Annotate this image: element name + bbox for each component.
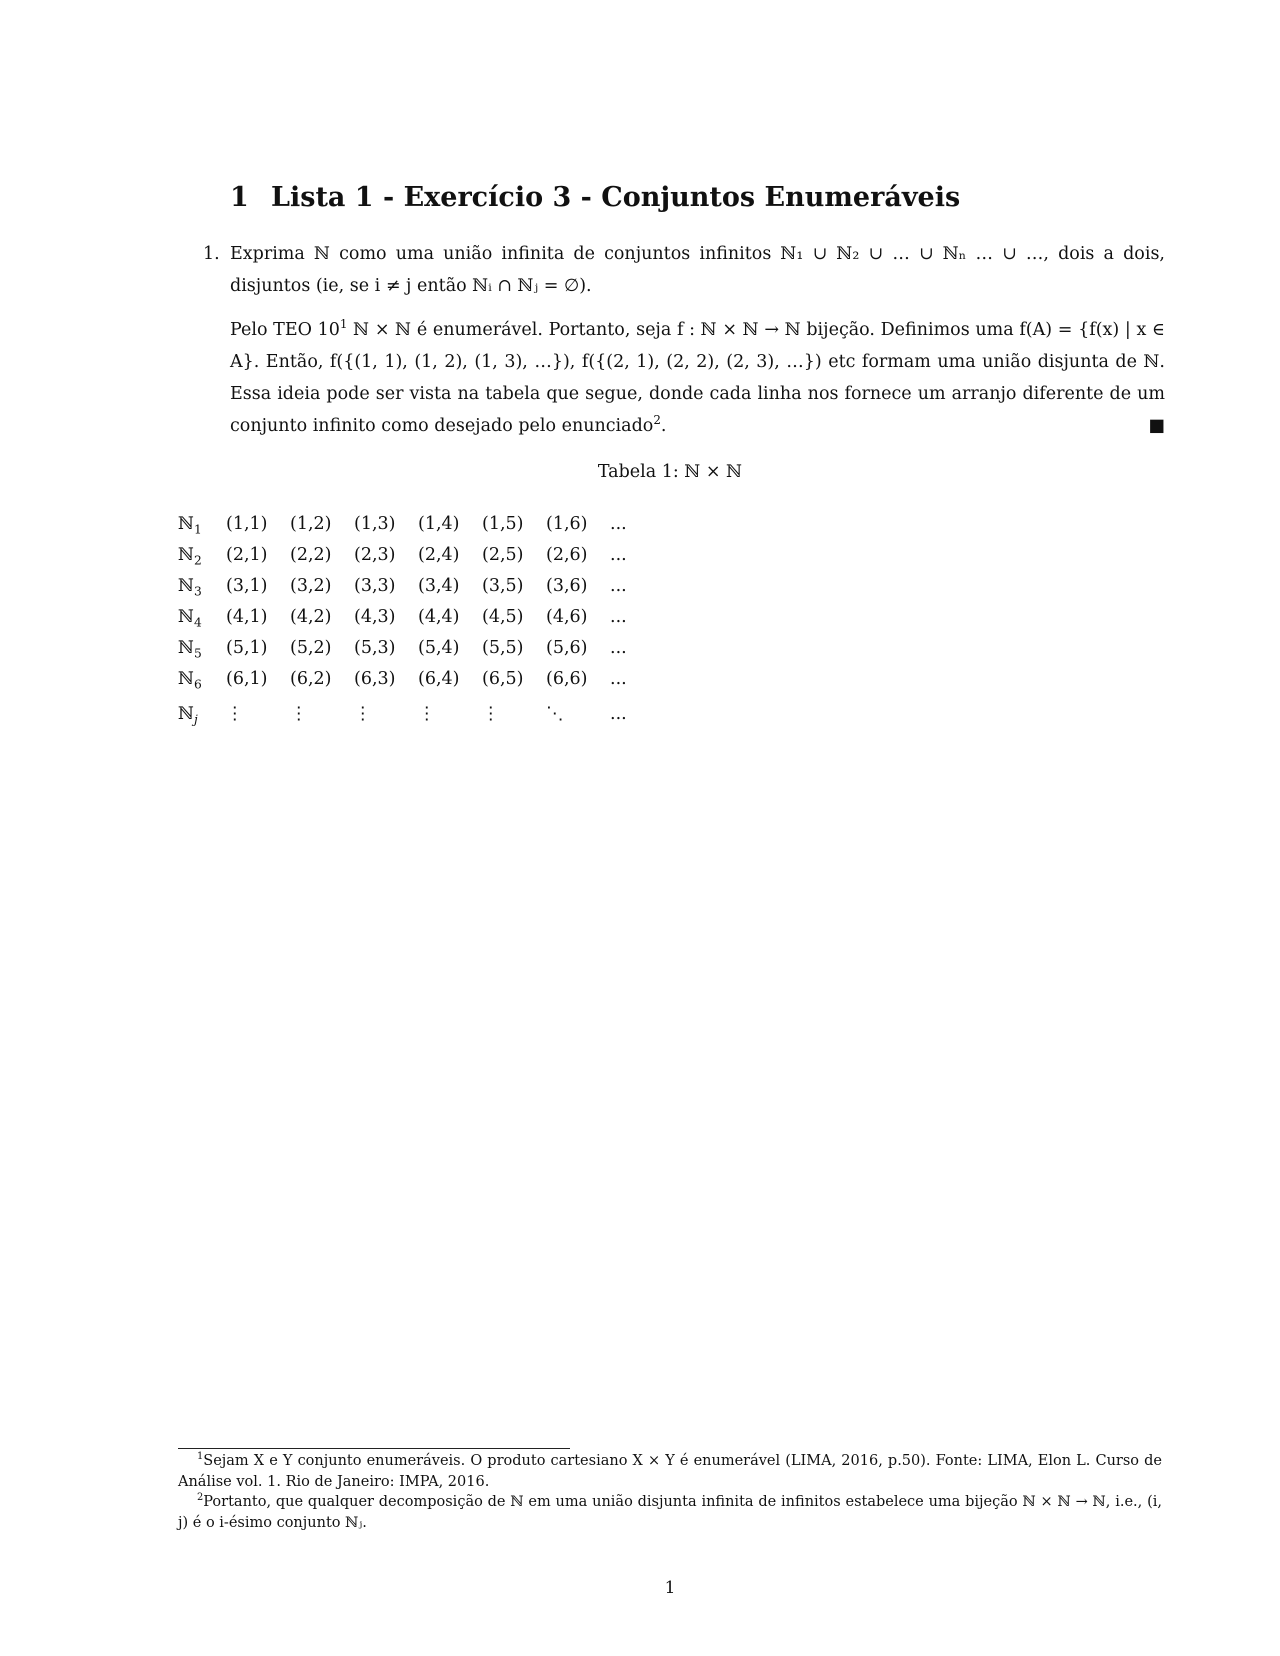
row-header (178, 601, 226, 632)
footnote-ref-1: 1 (339, 317, 348, 332)
footnote-text: Portanto, que qualquer decomposição de ℕ em uma união disjunta infinita de infinitos estabelece uma bijeção ℕ × ℕ → ℕ, i.e., (i, j) é o i-ésimo conjunto ℕⱼ. (178, 1494, 1162, 1531)
cartesian-table (178, 508, 640, 734)
pair-cell: ⋮ (354, 704, 372, 724)
exercise-statement: Exprima ℕ como uma união infinita de conjuntos infinitos ℕ₁ ∪ ℕ₂ ∪ … ∪ ℕₙ … ∪ …, dois a dois, disjuntos (ie, se i ≠ j então ℕᵢ ∩ ℕⱼ = ∅). (230, 244, 1165, 296)
pair-cell: (4,6) (546, 606, 588, 627)
pair-cell: (3,3) (354, 575, 396, 596)
ellipsis-cell: ... (610, 606, 627, 627)
ellipsis-cell: ... (610, 704, 627, 724)
footnotes (178, 1451, 1162, 1533)
pair-cell: (4,1) (226, 606, 268, 627)
row-header-symbol: ℕ (178, 575, 194, 596)
pair-cell: (2,6) (546, 544, 588, 565)
row-header-symbol: ℕ (178, 668, 194, 689)
pair-cell: (3,1) (226, 575, 268, 596)
row-header-index: 6 (194, 677, 202, 691)
row-header-index: j (194, 712, 198, 727)
footnote-2 (178, 1492, 1162, 1533)
row-header-symbol: ℕ (178, 704, 194, 724)
pair-cell: (2,4) (418, 544, 460, 565)
pair-cell: (2,5) (482, 544, 524, 565)
row-header-symbol: ℕ (178, 637, 194, 658)
table-row (178, 632, 640, 663)
qed-square-icon: ■ (1148, 416, 1165, 436)
footnote-mark: 2 (197, 1492, 204, 1504)
row-header-symbol: ℕ (178, 544, 194, 565)
pair-cell: (1,1) (226, 513, 268, 534)
pair-cell: ⋱ (546, 704, 564, 724)
pair-cell: (5,6) (546, 637, 588, 658)
pair-cell: (4,4) (418, 606, 460, 627)
table-caption: Tabela 1: ℕ × ℕ (597, 462, 743, 482)
exercise-item (203, 238, 1165, 454)
row-header (178, 632, 226, 663)
ellipsis-cell: ... (610, 513, 627, 534)
footnote-mark: 1 (197, 1451, 204, 1463)
proof-text-1: Pelo TEO 10 (230, 320, 340, 340)
pair-cell: (6,1) (226, 668, 268, 689)
row-header (178, 694, 226, 734)
row-header (178, 663, 226, 694)
row-header-index: 2 (194, 553, 202, 567)
proof-text-2: ℕ × ℕ é enumerável. Portanto, seja f : ℕ × ℕ → ℕ bijeção. Definimos uma f(A) = {f(x) | x ∈ A}. Então, f({(1, 1), (1, 2), (1, 3), …}), f({(2, 1), (2, 2), (2, 3), …}) etc formam uma união disjunta de ℕ. Essa ideia pode ser vista na tabela que segue, donde cada linha nos fornece um arranjo diferente de um conjunto infinito como desejado pelo enunciado (230, 320, 1165, 436)
table-row (178, 570, 640, 601)
proof-text-end: . (660, 416, 667, 436)
pair-cell: (4,2) (290, 606, 332, 627)
pair-cell: (3,4) (418, 575, 460, 596)
pair-cell: (5,5) (482, 637, 524, 658)
row-header-index: 5 (194, 646, 202, 660)
table-body (178, 508, 640, 734)
pair-cell: (5,2) (290, 637, 332, 658)
table-row (178, 601, 640, 632)
pair-cell: (1,6) (546, 513, 588, 534)
proof-paragraph (230, 314, 1165, 442)
pair-cell: (6,3) (354, 668, 396, 689)
pair-cell: (6,6) (546, 668, 588, 689)
pair-cell: (5,1) (226, 637, 268, 658)
pair-cell: (3,2) (290, 575, 332, 596)
footnote-text: Sejam X e Y conjunto enumeráveis. O produto cartesiano X × Y é enumerável (LIMA, 2016, p.50). Fonte: LIMA, Elon L. Curso de Análise vol. 1. Rio de Janeiro: IMPA, 2016. (178, 1453, 1162, 1490)
pair-cell: (2,1) (226, 544, 268, 565)
pair-cell: (2,2) (290, 544, 332, 565)
pair-cell: (2,3) (354, 544, 396, 565)
ellipsis-cell: ... (610, 637, 627, 658)
footnote-1 (178, 1451, 1162, 1492)
row-header-index: 4 (194, 615, 202, 629)
row-header-index: 3 (194, 584, 202, 598)
ellipsis-cell: ... (610, 575, 627, 596)
row-header (178, 570, 226, 601)
table-row (178, 508, 640, 539)
row-header (178, 539, 226, 570)
footnote-ref-2: 2 (653, 413, 661, 428)
pair-cell: (1,4) (418, 513, 460, 534)
pair-cell: (6,2) (290, 668, 332, 689)
pair-cell: ⋮ (482, 704, 500, 724)
pair-cell: (6,5) (482, 668, 524, 689)
ellipsis-cell: ... (610, 544, 627, 565)
footnote-rule (178, 1448, 570, 1449)
pair-cell: (6,4) (418, 668, 460, 689)
pair-cell: (1,5) (482, 513, 524, 534)
row-header (178, 508, 226, 539)
exercise-body (230, 238, 1165, 442)
page-number: 1 (664, 1578, 676, 1598)
row-header-index: 1 (194, 522, 202, 536)
row-header-symbol: ℕ (178, 606, 194, 627)
pair-cell: (5,3) (354, 637, 396, 658)
section-number: 1 (230, 182, 249, 213)
list-marker: 1. (203, 244, 220, 264)
section-title: Lista 1 - Exercício 3 - Conjuntos Enumeráveis (271, 182, 961, 213)
pair-cell: ⋮ (418, 704, 436, 724)
pair-cell: (3,6) (546, 575, 588, 596)
table-row (178, 663, 640, 694)
pair-cell: (4,3) (354, 606, 396, 627)
pair-cell: (1,3) (354, 513, 396, 534)
table-row (178, 694, 640, 734)
section-heading (230, 182, 960, 213)
pair-cell: (3,5) (482, 575, 524, 596)
row-header-symbol: ℕ (178, 513, 194, 534)
pair-cell: ⋮ (290, 704, 308, 724)
pair-cell: (4,5) (482, 606, 524, 627)
pair-cell: (5,4) (418, 637, 460, 658)
pair-cell: ⋮ (226, 704, 244, 724)
pair-cell: (1,2) (290, 513, 332, 534)
table-row (178, 539, 640, 570)
ellipsis-cell: ... (610, 668, 627, 689)
